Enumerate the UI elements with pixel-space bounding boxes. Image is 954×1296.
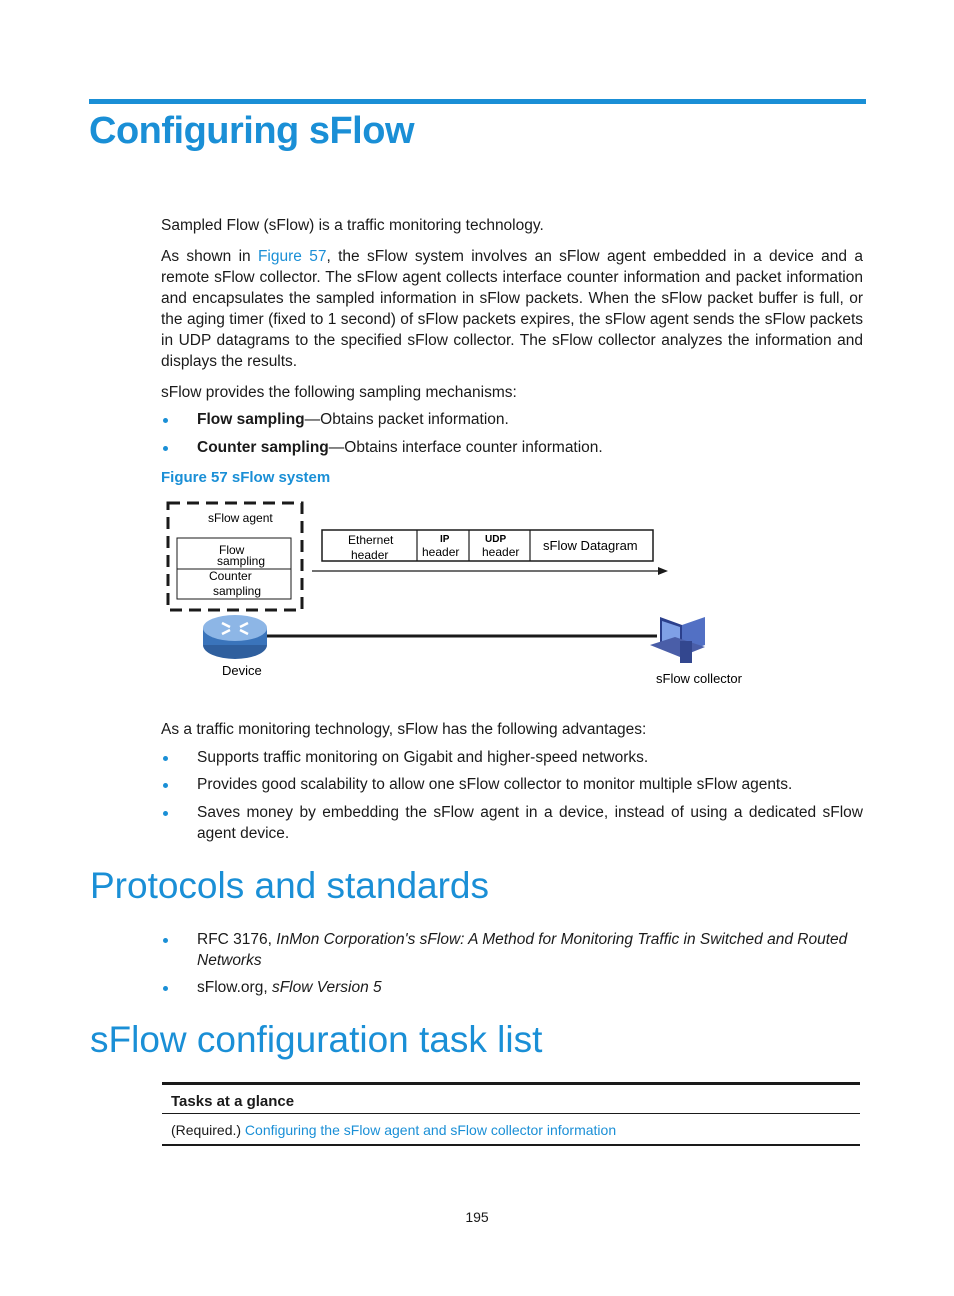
bullet-icon (163, 418, 168, 423)
mechanisms-intro: sFlow provides the following sampling mechanisms: (161, 384, 517, 401)
bullet-icon (163, 938, 168, 943)
intro-paragraph: Sampled Flow (sFlow) is a traffic monitoring technology. (161, 217, 544, 234)
router-icon (203, 615, 267, 659)
para-text-before: As shown in (161, 248, 258, 265)
ethernet-field-line1: Ethernet (348, 533, 394, 547)
mechanism-term: Counter sampling (197, 439, 329, 456)
advantage-item: Provides good scalability to allow one sFlow collector to monitor multiple sFlow agents. (197, 776, 793, 793)
task-required-label: (Required.) (171, 1122, 245, 1138)
advantage-item: Supports traffic monitoring on Gigabit and higher-speed networks. (197, 749, 649, 766)
table-top-rule (162, 1082, 860, 1085)
standard-title: sFlow Version 5 (271, 979, 382, 996)
counter-sampling-line2: sampling (213, 584, 262, 598)
system-paragraph (161, 246, 863, 372)
standard-item (197, 929, 863, 971)
task-link[interactable]: Configuring the sFlow agent and sFlow collector information (244, 1122, 617, 1138)
udp-field-line1: UDP (485, 534, 507, 545)
mechanism-desc: —Obtains interface counter information. (328, 439, 603, 456)
section-heading-tasklist: sFlow configuration task list (90, 1019, 543, 1060)
mechanism-term: Flow sampling (197, 411, 305, 428)
ethernet-field-line2: header (351, 548, 389, 562)
flow-sampling-line2: sampling (217, 554, 266, 568)
standard-plain: RFC 3176, (197, 931, 277, 948)
bullet-icon (163, 756, 168, 761)
collector-label: sFlow collector (656, 671, 742, 686)
counter-sampling-line1: Counter (209, 569, 252, 583)
mechanism-item (197, 409, 863, 430)
figure-57-link[interactable]: Figure 57 (257, 248, 327, 265)
bullet-icon (163, 986, 168, 991)
table-header: Tasks at a glance (171, 1093, 295, 1110)
sflow-system-diagram (160, 495, 760, 695)
title-rule (89, 99, 866, 104)
standard-item (197, 977, 863, 998)
bullet-icon (163, 783, 168, 788)
device-label: Device (222, 663, 262, 678)
section-heading-protocols: Protocols and standards (90, 865, 490, 906)
computer-icon (650, 617, 705, 663)
arrow-head-icon (658, 567, 668, 575)
sflow-datagram-field: sFlow Datagram (543, 538, 638, 553)
page-number: 195 (465, 1209, 489, 1225)
figure-caption: Figure 57 sFlow system (161, 469, 331, 486)
advantage-item: Saves money by embedding the sFlow agent in a device, instead of using a dedicated sFlow agent device. (197, 804, 863, 842)
ip-field-line2: header (422, 545, 460, 559)
table-row (171, 1122, 616, 1138)
para-text-after: , the sFlow system involves an sFlow agent embedded in a device and a remote sFlow collector. The sFlow agent collects interface counter information and packet information and encapsulates the sampled information in sFlow packets. When the sFlow packet buffer is full, or the aging timer (fixed to 1 second) of sFlow packets expires, the sFlow agent sends the sFlow packets in UDP datagrams to the specified sFlow collector. The sFlow collector analyzes the information and displays the results. (161, 248, 863, 370)
ip-field-line1: IP (440, 534, 450, 545)
bullet-icon (163, 811, 168, 816)
mechanism-item (197, 437, 863, 458)
udp-field-line2: header (482, 545, 520, 559)
advantages-intro: As a traffic monitoring technology, sFlow has the following advantages: (161, 721, 647, 738)
flow-sampling-line1: Flow (219, 543, 245, 557)
bullet-icon (163, 446, 168, 451)
standard-title: InMon Corporation's sFlow: A Method for Monitoring Traffic in Switched and Routed Networks (197, 931, 848, 969)
table-bottom-rule (162, 1144, 860, 1146)
mechanism-desc: —Obtains packet information. (304, 411, 509, 428)
table-header-rule (162, 1113, 860, 1114)
standard-plain: sFlow.org, (197, 979, 272, 996)
agent-label: sFlow agent (208, 511, 273, 525)
page-title: Configuring sFlow (89, 110, 415, 152)
